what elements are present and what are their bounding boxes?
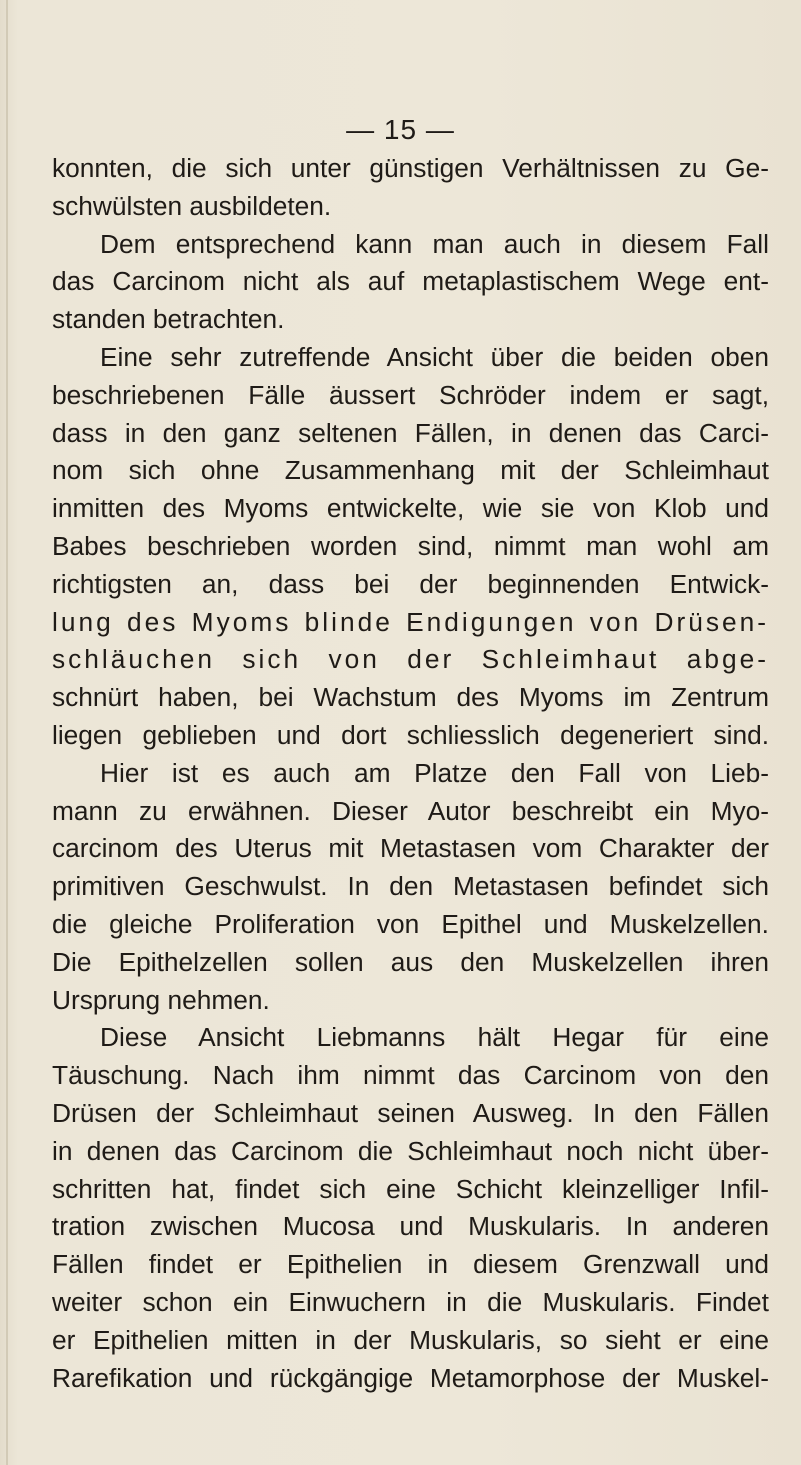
text-line: konnten, die sich unter günstigen Verhältnissen zu Ge- (52, 153, 769, 183)
text-line: Fällen findet er Epithelien in diesem Grenzwall und (52, 1249, 769, 1280)
text-line: nom sich ohne Zusammenhang mit der Schleimhaut (52, 455, 769, 486)
text-line: das Carcinom nicht als auf metaplastischem Wege ent- (52, 266, 769, 297)
text-line: die gleiche Proliferation von Epithel und Muskelzellen. (52, 908, 769, 939)
page-edge-shadow (6, 0, 8, 1465)
text-line: Dem entsprechend kann man auch in diesem Fall (100, 228, 769, 259)
text-line: primitiven Geschwulst. In den Metastasen befindet sich (52, 871, 769, 902)
text-line: liegen geblieben und dort schliesslich degeneriert sind. (52, 719, 769, 750)
text-line: schnürt haben, bei Wachstum des Myoms im Zentrum (52, 682, 769, 713)
text-line: Die Epithelzellen sollen aus den Muskelzellen ihren (52, 946, 769, 977)
text-line: carcinom des Uterus mit Metastasen vom Charakter der (52, 833, 769, 864)
text-line: lung des Myoms blinde Endigungen von Drüsen- (52, 606, 769, 637)
text-line: mann zu erwähnen. Dieser Autor beschreibt ein Myo- (52, 795, 769, 826)
text-line: inmitten des Myoms entwickelte, wie sie von Klob und (52, 493, 769, 524)
text-line: in denen das Carcinom die Schleimhaut noch nicht über- (52, 1135, 769, 1166)
text-line: Täuschung. Nach ihm nimmt das Carcinom von den (52, 1060, 769, 1091)
page-number: — 15 — (346, 114, 455, 145)
text-line: Drüsen der Schleimhaut seinen Ausweg. In den Fällen (52, 1097, 769, 1128)
text-line: standen betrachten. (52, 304, 285, 335)
text-line: schläuchen sich von der Schleimhaut abge- (52, 644, 769, 675)
text-line: beschriebenen Fälle äussert Schröder indem er sagt, (52, 379, 769, 410)
text-line: richtigsten an, dass bei der beginnenden Entwick- (52, 568, 769, 599)
text-line: Rarefikation und rückgängige Metamorphose der Muskel- (52, 1362, 769, 1393)
text-line: schwülsten ausbildeten. (52, 190, 332, 221)
text-line: schritten hat, findet sich eine Schicht kleinzelliger Infil- (52, 1173, 769, 1204)
text-line: tration zwischen Mucosa und Muskularis. In anderen (52, 1211, 769, 1242)
text-line: Eine sehr zutreffende Ansicht über die beiden oben (100, 341, 769, 372)
text-line: Diese Ansicht Liebmanns hält Hegar für eine (100, 1022, 769, 1053)
text-line: weiter schon ein Einwuchern in die Muskularis. Findet (52, 1286, 769, 1317)
text-line: er Epithelien mitten in der Muskularis, so sieht er eine (52, 1324, 769, 1355)
text-line: dass in den ganz seltenen Fällen, in denen das Carci- (52, 417, 769, 448)
body-text (52, 150, 769, 1397)
text-line: Hier ist es auch am Platze den Fall von Lieb- (100, 757, 769, 788)
text-line: Ursprung nehmen. (52, 984, 270, 1015)
text-line: Babes beschrieben worden sind, nimmt man wohl am (52, 530, 769, 561)
